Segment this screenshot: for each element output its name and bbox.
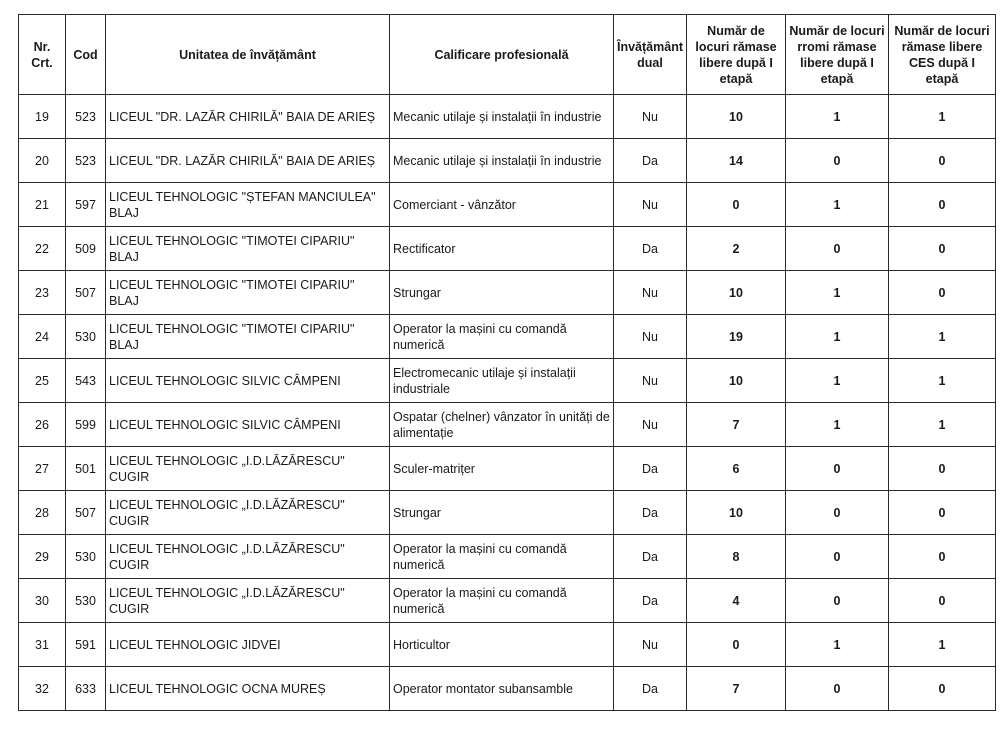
cell-calificare: Sculer-matrițer <box>390 447 614 491</box>
cell-ces: 0 <box>889 139 996 183</box>
table-body <box>19 95 996 711</box>
cell-unitate: LICEUL TEHNOLOGIC "TIMOTEI CIPARIU" BLAJ <box>106 227 390 271</box>
cell-unitate: LICEUL TEHNOLOGIC "TIMOTEI CIPARIU" BLAJ <box>106 315 390 359</box>
cell-locuri: 0 <box>687 623 786 667</box>
cell-locuri: 2 <box>687 227 786 271</box>
cell-locuri: 0 <box>687 183 786 227</box>
cell-calificare: Horticultor <box>390 623 614 667</box>
cell-dual: Nu <box>614 315 687 359</box>
cell-calificare: Mecanic utilaje și instalații în industrie <box>390 139 614 183</box>
cell-locuri: 6 <box>687 447 786 491</box>
cell-cod: 509 <box>66 227 106 271</box>
cell-nr: 24 <box>19 315 66 359</box>
cell-locuri: 19 <box>687 315 786 359</box>
cell-nr: 31 <box>19 623 66 667</box>
cell-locuri: 10 <box>687 359 786 403</box>
cell-dual: Da <box>614 579 687 623</box>
cell-calificare: Strungar <box>390 271 614 315</box>
cell-ces: 0 <box>889 183 996 227</box>
cell-locuri: 10 <box>687 271 786 315</box>
cell-unitate: LICEUL "DR. LAZĂR CHIRILĂ" BAIA DE ARIEȘ <box>106 139 390 183</box>
cell-rromi: 1 <box>786 403 889 447</box>
cell-rromi: 0 <box>786 667 889 711</box>
cell-dual: Nu <box>614 95 687 139</box>
cell-unitate: LICEUL TEHNOLOGIC „I.D.LĂZĂRESCU" CUGIR <box>106 447 390 491</box>
cell-unitate: LICEUL TEHNOLOGIC "TIMOTEI CIPARIU" BLAJ <box>106 271 390 315</box>
cell-cod: 530 <box>66 535 106 579</box>
cell-nr: 23 <box>19 271 66 315</box>
cell-rromi: 1 <box>786 623 889 667</box>
cell-dual: Da <box>614 227 687 271</box>
cell-rromi: 1 <box>786 359 889 403</box>
header-nr: Nr. Crt. <box>19 15 66 95</box>
table-row <box>19 623 996 667</box>
cell-nr: 25 <box>19 359 66 403</box>
cell-rromi: 1 <box>786 315 889 359</box>
header-row <box>19 15 996 95</box>
cell-cod: 597 <box>66 183 106 227</box>
header-rromi: Număr de locuri rromi rămase libere după I etapă <box>786 15 889 95</box>
cell-rromi: 1 <box>786 183 889 227</box>
cell-dual: Da <box>614 139 687 183</box>
vacancies-table <box>18 14 996 711</box>
header-locuri: Număr de locuri rămase libere după I etapă <box>687 15 786 95</box>
cell-calificare: Electromecanic utilaje și instalații industriale <box>390 359 614 403</box>
cell-unitate: LICEUL TEHNOLOGIC OCNA MUREȘ <box>106 667 390 711</box>
cell-unitate: LICEUL TEHNOLOGIC „I.D.LĂZĂRESCU" CUGIR <box>106 491 390 535</box>
cell-nr: 26 <box>19 403 66 447</box>
cell-nr: 29 <box>19 535 66 579</box>
table-row <box>19 667 996 711</box>
cell-ces: 1 <box>889 623 996 667</box>
table-row <box>19 359 996 403</box>
cell-unitate: LICEUL TEHNOLOGIC „I.D.LĂZĂRESCU" CUGIR <box>106 535 390 579</box>
cell-cod: 599 <box>66 403 106 447</box>
cell-unitate: LICEUL TEHNOLOGIC „I.D.LĂZĂRESCU" CUGIR <box>106 579 390 623</box>
cell-cod: 591 <box>66 623 106 667</box>
cell-locuri: 8 <box>687 535 786 579</box>
table-row <box>19 139 996 183</box>
cell-calificare: Operator la mașini cu comandă numerică <box>390 579 614 623</box>
cell-ces: 1 <box>889 403 996 447</box>
cell-calificare: Mecanic utilaje și instalații în industrie <box>390 95 614 139</box>
cell-unitate: LICEUL TEHNOLOGIC "ȘTEFAN MANCIULEA" BLAJ <box>106 183 390 227</box>
cell-calificare: Strungar <box>390 491 614 535</box>
cell-dual: Da <box>614 491 687 535</box>
cell-calificare: Operator montator subansamble <box>390 667 614 711</box>
table-row <box>19 227 996 271</box>
cell-unitate: LICEUL TEHNOLOGIC SILVIC CÂMPENI <box>106 403 390 447</box>
cell-nr: 22 <box>19 227 66 271</box>
cell-ces: 0 <box>889 535 996 579</box>
cell-calificare: Ospatar (chelner) vânzator în unități de alimentație <box>390 403 614 447</box>
cell-cod: 633 <box>66 667 106 711</box>
cell-ces: 1 <box>889 315 996 359</box>
cell-ces: 0 <box>889 447 996 491</box>
cell-ces: 1 <box>889 95 996 139</box>
cell-ces: 0 <box>889 491 996 535</box>
cell-ces: 0 <box>889 667 996 711</box>
table-row <box>19 535 996 579</box>
cell-dual: Nu <box>614 403 687 447</box>
cell-dual: Da <box>614 535 687 579</box>
cell-cod: 530 <box>66 579 106 623</box>
cell-rromi: 0 <box>786 139 889 183</box>
header-cod: Cod <box>66 15 106 95</box>
cell-locuri: 7 <box>687 403 786 447</box>
table-row <box>19 95 996 139</box>
cell-locuri: 14 <box>687 139 786 183</box>
cell-calificare: Comerciant - vânzător <box>390 183 614 227</box>
cell-locuri: 4 <box>687 579 786 623</box>
cell-rromi: 0 <box>786 491 889 535</box>
cell-locuri: 10 <box>687 491 786 535</box>
table-row <box>19 447 996 491</box>
cell-cod: 507 <box>66 491 106 535</box>
table-row <box>19 403 996 447</box>
header-unitate: Unitatea de învățământ <box>106 15 390 95</box>
cell-unitate: LICEUL "DR. LAZĂR CHIRILĂ" BAIA DE ARIEȘ <box>106 95 390 139</box>
table-row <box>19 271 996 315</box>
cell-rromi: 0 <box>786 535 889 579</box>
cell-rromi: 1 <box>786 95 889 139</box>
cell-calificare: Operator la mașini cu comandă numerică <box>390 535 614 579</box>
table-row <box>19 315 996 359</box>
table-row <box>19 579 996 623</box>
table-row <box>19 183 996 227</box>
cell-dual: Da <box>614 667 687 711</box>
cell-rromi: 0 <box>786 447 889 491</box>
cell-cod: 501 <box>66 447 106 491</box>
header-calificare: Calificare profesională <box>390 15 614 95</box>
cell-rromi: 1 <box>786 271 889 315</box>
cell-ces: 1 <box>889 359 996 403</box>
cell-rromi: 0 <box>786 579 889 623</box>
cell-cod: 507 <box>66 271 106 315</box>
cell-nr: 32 <box>19 667 66 711</box>
cell-cod: 523 <box>66 139 106 183</box>
cell-dual: Nu <box>614 623 687 667</box>
header-ces: Număr de locuri rămase libere CES după I etapă <box>889 15 996 95</box>
cell-cod: 543 <box>66 359 106 403</box>
cell-rromi: 0 <box>786 227 889 271</box>
cell-unitate: LICEUL TEHNOLOGIC JIDVEI <box>106 623 390 667</box>
cell-ces: 0 <box>889 271 996 315</box>
cell-nr: 30 <box>19 579 66 623</box>
cell-unitate: LICEUL TEHNOLOGIC SILVIC CÂMPENI <box>106 359 390 403</box>
cell-locuri: 10 <box>687 95 786 139</box>
cell-calificare: Operator la mașini cu comandă numerică <box>390 315 614 359</box>
cell-nr: 21 <box>19 183 66 227</box>
header-dual: Învățământ dual <box>614 15 687 95</box>
cell-ces: 0 <box>889 579 996 623</box>
cell-dual: Da <box>614 447 687 491</box>
cell-locuri: 7 <box>687 667 786 711</box>
cell-ces: 0 <box>889 227 996 271</box>
cell-nr: 20 <box>19 139 66 183</box>
cell-dual: Nu <box>614 359 687 403</box>
cell-nr: 19 <box>19 95 66 139</box>
cell-nr: 28 <box>19 491 66 535</box>
table-row <box>19 491 996 535</box>
cell-dual: Nu <box>614 183 687 227</box>
cell-cod: 523 <box>66 95 106 139</box>
cell-cod: 530 <box>66 315 106 359</box>
cell-calificare: Rectificator <box>390 227 614 271</box>
cell-nr: 27 <box>19 447 66 491</box>
cell-dual: Nu <box>614 271 687 315</box>
